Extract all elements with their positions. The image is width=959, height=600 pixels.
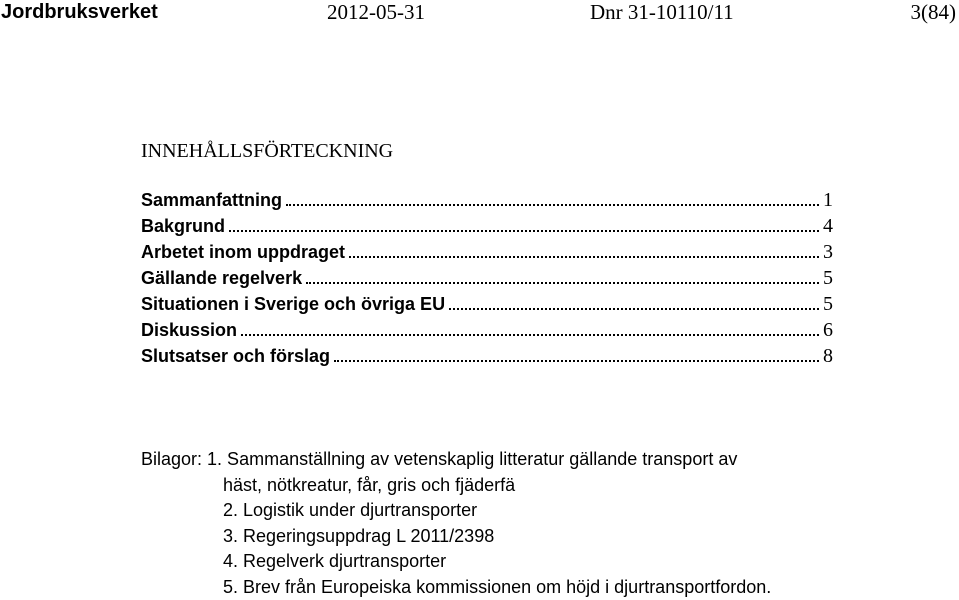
toc-item-bakgrund[interactable] [141, 213, 841, 239]
appendix-item-5: 5. Brev från Europeiska kommissionen om höjd i djurtransportfordon. [223, 576, 772, 597]
appendix-item-1 [141, 447, 771, 473]
toc-item-page: 1 [823, 189, 833, 211]
page-number: 3(84) [910, 0, 956, 24]
toc-item-page: 4 [823, 215, 833, 237]
toc-leader-dots [306, 281, 819, 284]
toc-item-regelverk[interactable] [141, 265, 841, 291]
appendix-item-3: 3. Regeringsuppdrag L 2011/2398 [223, 525, 495, 546]
toc-item-situationen[interactable] [141, 291, 841, 317]
table-of-contents [141, 187, 841, 369]
toc-leader-dots [229, 229, 819, 232]
toc-item-page: 3 [823, 241, 833, 263]
toc-item-title: Situationen i Sverige och övriga EU [141, 294, 446, 314]
toc-item-title: Arbetet inom uppdraget [141, 242, 346, 262]
toc-leader-dots [449, 307, 819, 310]
appendix-item-text: 1. Sammanställning av vetenskaplig litteratur gällande transport av [207, 449, 738, 469]
organization-name: Jordbruksverket [1, 1, 158, 23]
appendix-item-1-continuation: häst, nötkreatur, får, gris och fjäderfä [223, 474, 516, 495]
toc-leader-dots [241, 333, 819, 336]
document-date: 2012-05-31 [327, 0, 425, 24]
toc-item-title: Bakgrund [141, 216, 226, 236]
toc-leader-dots [349, 255, 819, 258]
appendix-label: Bilagor: [141, 449, 203, 469]
toc-item-slutsatser[interactable] [141, 343, 841, 369]
toc-item-diskussion[interactable] [141, 317, 841, 343]
appendix-item-4: 4. Regelverk djurtransporter [223, 551, 447, 571]
toc-item-page: 5 [823, 293, 833, 315]
toc-heading: INNEHÅLLSFÖRTECKNING [141, 140, 394, 162]
toc-item-page: 8 [823, 345, 833, 367]
document-reference: Dnr 31-10110/11 [590, 0, 734, 24]
toc-item-title: Sammanfattning [141, 190, 283, 210]
page-header [0, 0, 959, 26]
toc-item-title: Slutsatser och förslag [141, 346, 331, 366]
toc-item-title: Gällande regelverk [141, 268, 303, 288]
toc-leader-dots [334, 359, 819, 362]
toc-leader-dots [286, 203, 819, 206]
toc-item-sammanfattning[interactable] [141, 187, 841, 213]
appendix-list [141, 447, 771, 600]
appendix-item-2: 2. Logistik under djurtransporter [223, 500, 478, 520]
toc-item-arbetet[interactable] [141, 239, 841, 265]
toc-item-title: Diskussion [141, 320, 238, 340]
toc-item-page: 6 [823, 319, 833, 341]
toc-item-page: 5 [823, 267, 833, 289]
